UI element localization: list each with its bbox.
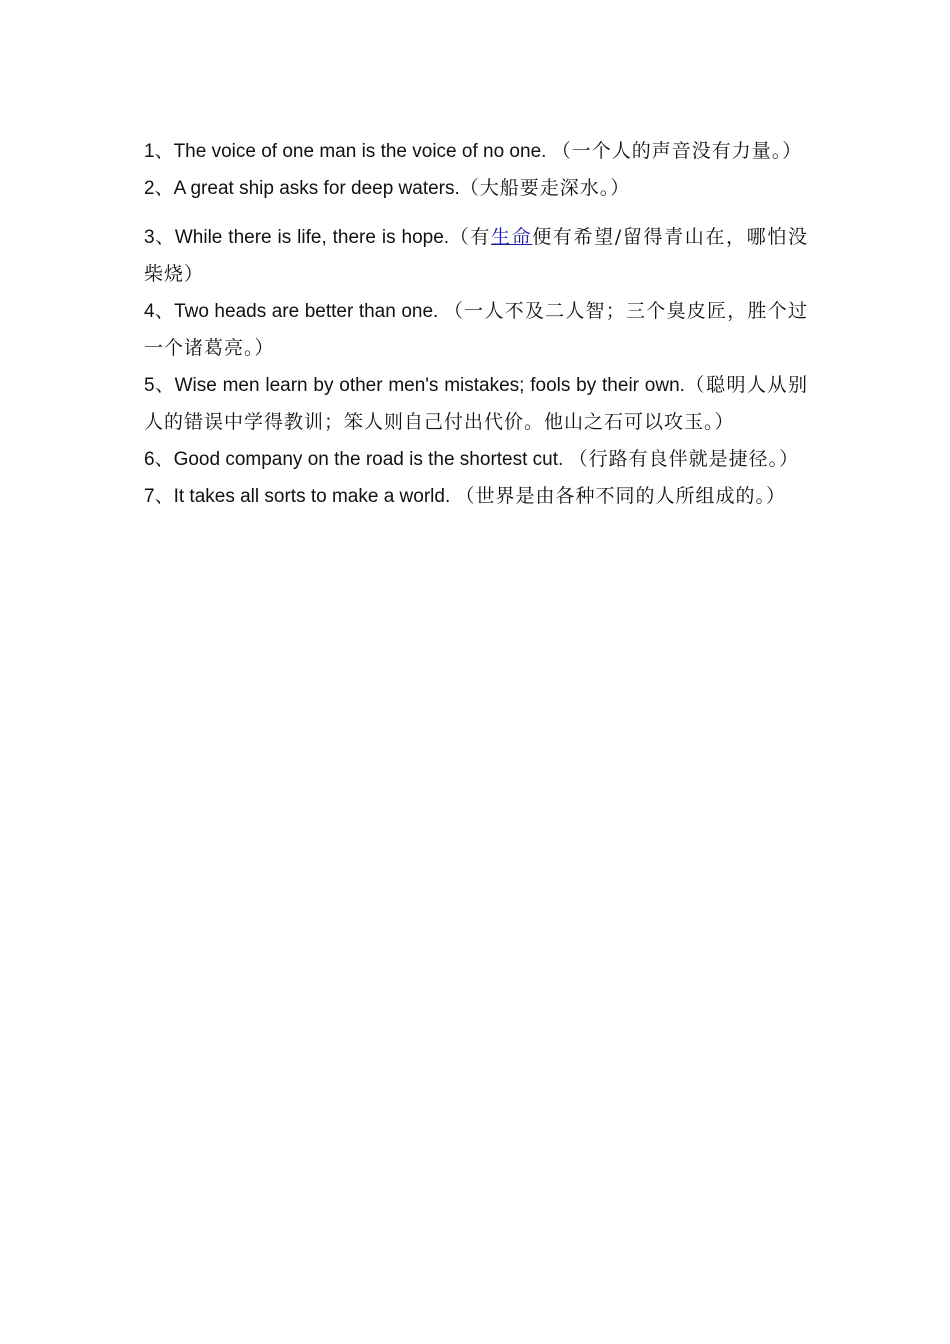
proverb-number: 2、: [144, 178, 174, 199]
proverb-english: Two heads are better than one.: [174, 301, 439, 322]
proverb-7: [144, 478, 808, 515]
proverb-english: It takes all sorts to make a world.: [173, 486, 451, 507]
proverb-number: 1、: [144, 141, 174, 162]
proverb-number: 6、: [144, 449, 174, 470]
proverb-chinese: （一个人的声音没有力量。）: [551, 140, 803, 162]
proverb-chinese-start: （有: [449, 226, 491, 248]
proverb-number: 4、: [144, 301, 175, 322]
proverb-english: While there is life, there is hope.: [174, 227, 450, 248]
proverb-1: [144, 133, 808, 170]
proverb-chinese: （聪明人从别人的错误中学得教训；笨人则自己付出代价。他山之石可以攻玉。）: [144, 374, 808, 433]
life-link[interactable]: 生命: [490, 226, 533, 248]
proverb-english: Wise men learn by other men's mistakes; fools by their own.: [174, 375, 685, 396]
proverb-chinese: （行路有良伴就是捷径。）: [568, 448, 800, 470]
proverb-3: [144, 219, 808, 293]
proverb-chinese: （一人不及二人智；三个臭皮匠，胜个过一个诸葛亮。）: [144, 300, 808, 359]
proverb-chinese: （大船要走深水。）: [459, 177, 631, 199]
proverb-number: 7、: [144, 486, 174, 507]
proverb-4: [144, 293, 808, 367]
proverb-english: Good company on the road is the shortest cut.: [173, 449, 564, 470]
proverb-english: A great ship asks for deep waters.: [173, 178, 460, 199]
proverb-2: [144, 170, 808, 207]
proverb-chinese-end: 便有希望/留得青山在，哪怕没柴烧）: [144, 226, 808, 285]
proverb-number: 5、: [144, 375, 175, 396]
proverb-5: [144, 367, 808, 441]
proverb-6: [144, 441, 808, 478]
proverb-list: [144, 133, 808, 515]
proverb-number: 3、: [144, 227, 175, 248]
proverb-english: The voice of one man is the voice of no one.: [173, 141, 547, 162]
proverb-chinese: （世界是由各种不同的人所组成的。）: [455, 485, 787, 507]
